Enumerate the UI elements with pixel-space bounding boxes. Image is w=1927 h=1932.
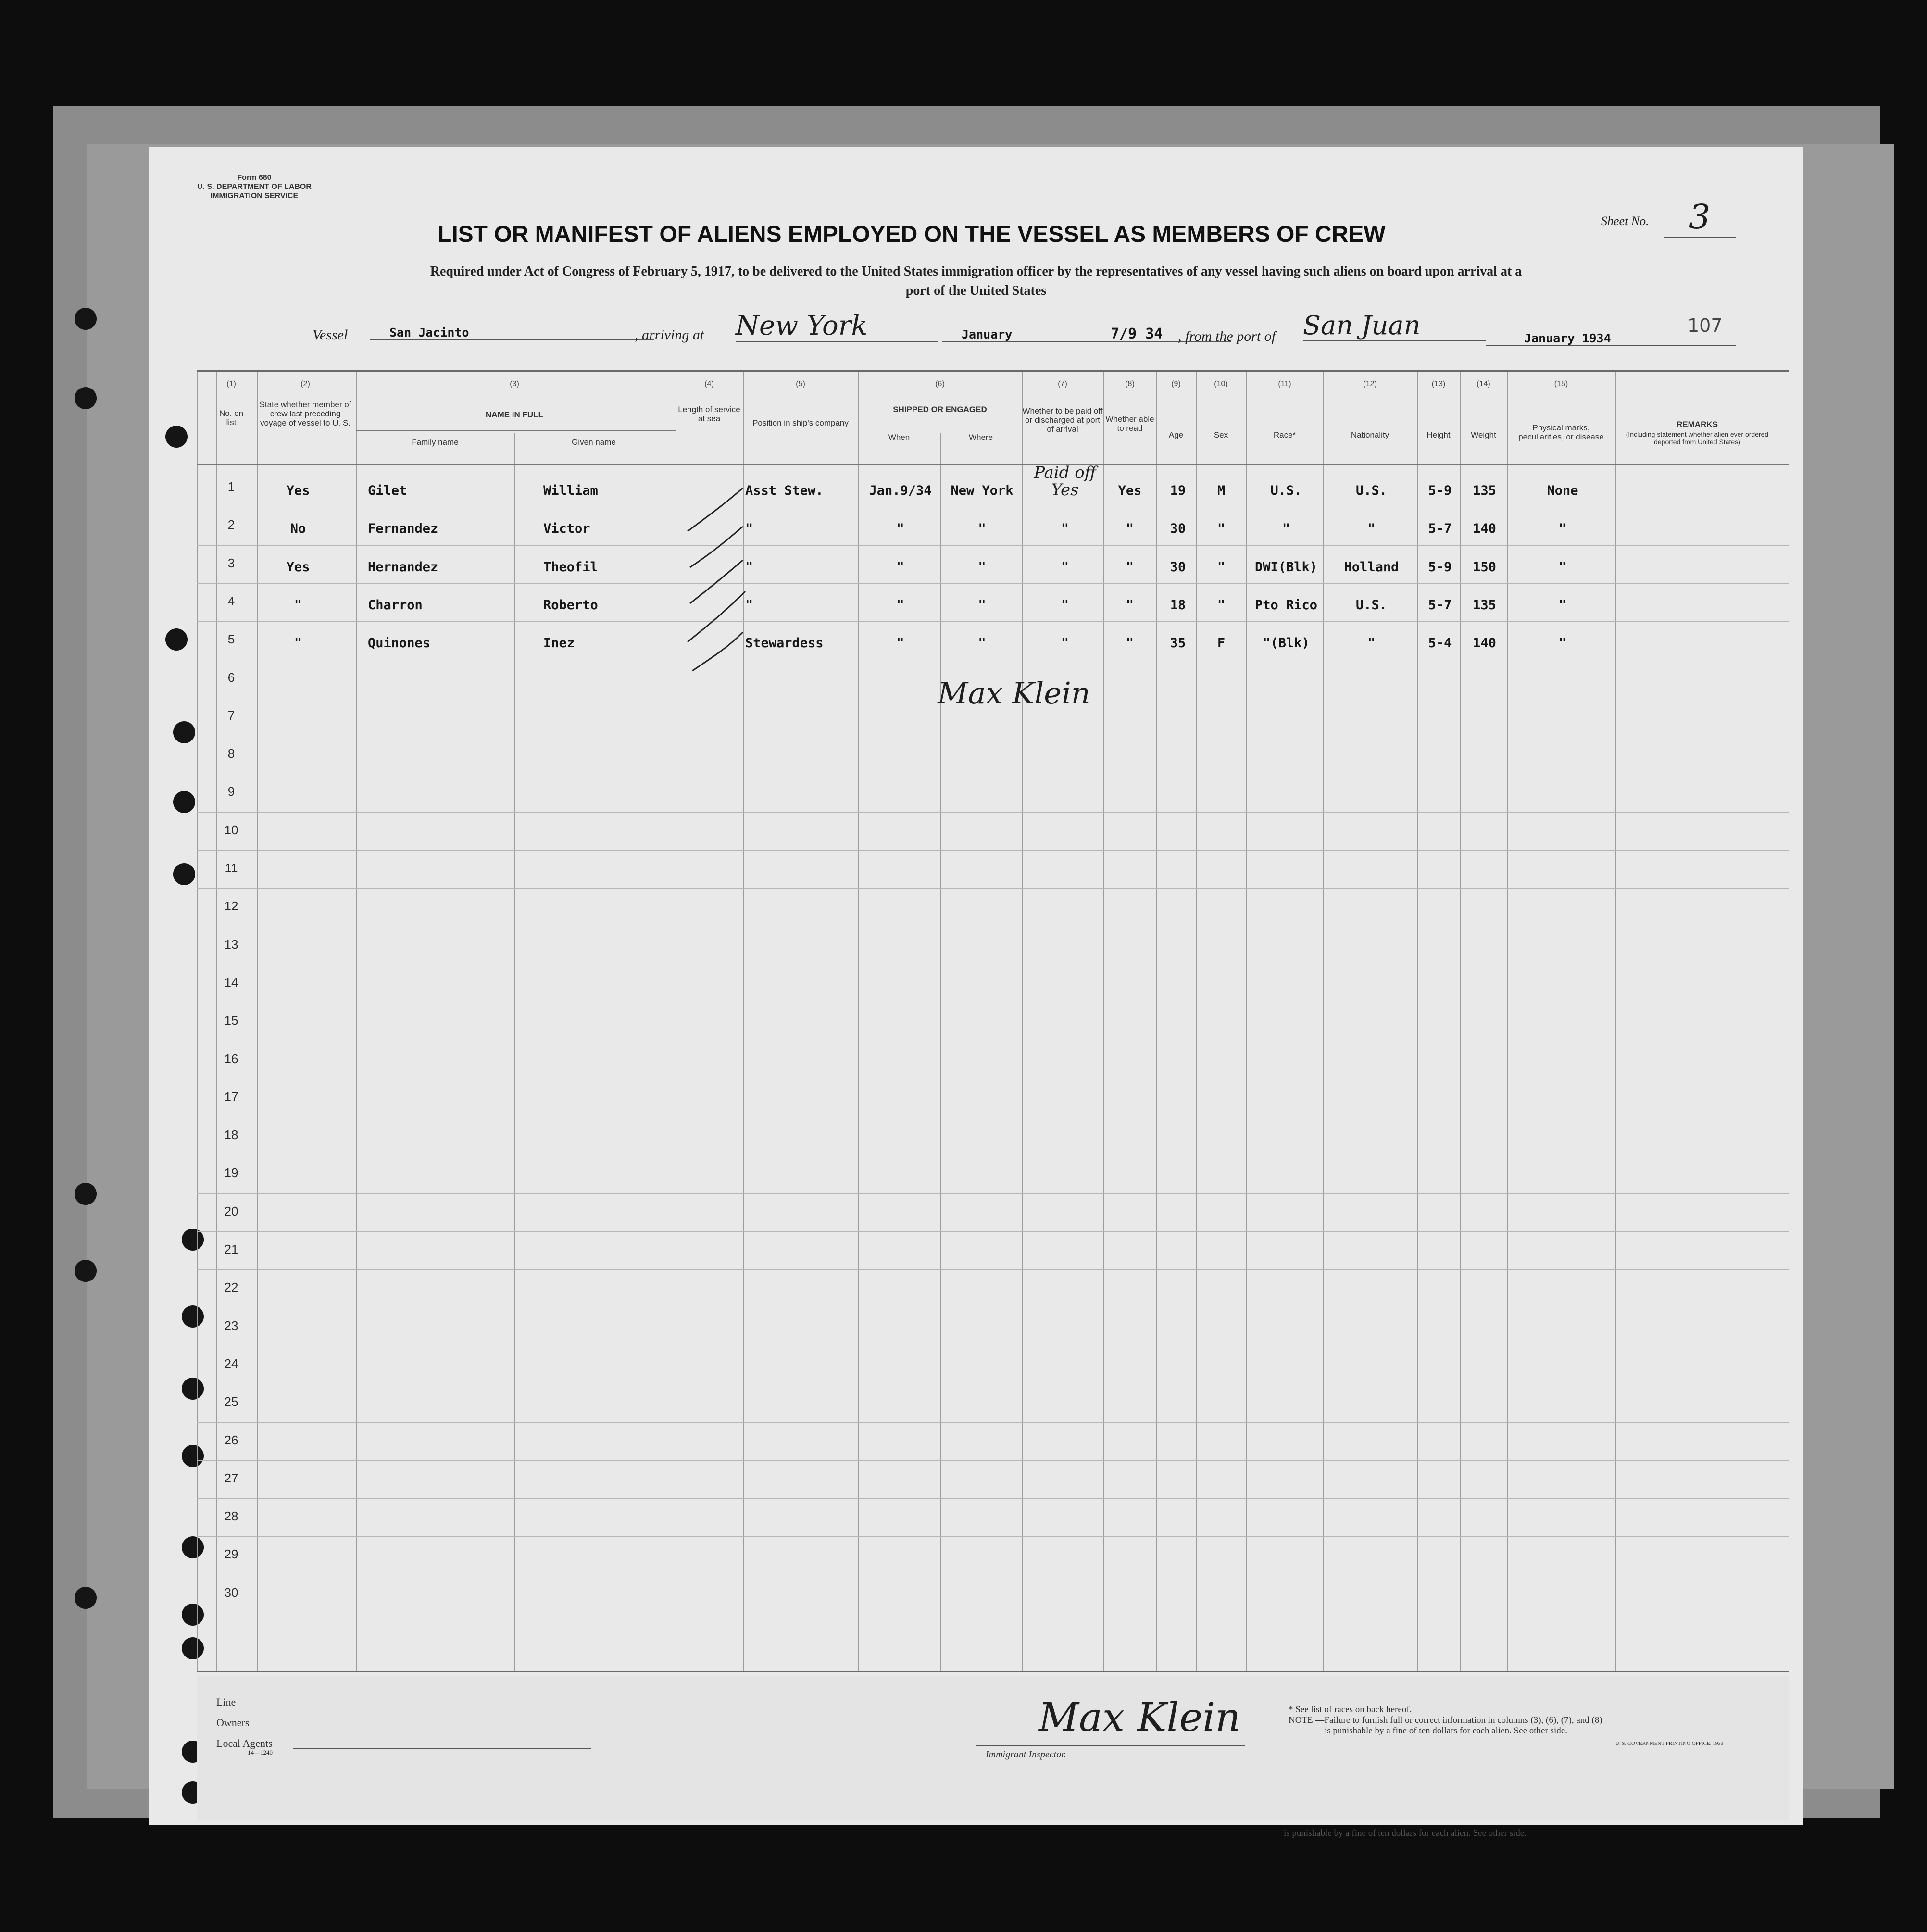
shipped-where-cell: " [978,559,986,575]
given-name-cell: William [543,483,598,498]
age-cell: 30 [1170,521,1186,537]
race-cell: " [1282,521,1290,537]
grid-column-rule [514,433,515,1671]
col-5-number: (5) [796,380,805,388]
row-number: 25 [224,1394,238,1409]
printer-imprint: U. S. GOVERNMENT PRINTING OFFICE: 1933 [1615,1741,1724,1746]
col-3-family-header: Family name [412,438,459,447]
inspector-signature: Max Klein [1039,1695,1241,1741]
service-checkmarks [678,478,755,834]
grid-row-rule [197,850,1789,851]
sex-cell: " [1217,597,1226,613]
vessel-name: San Jacinto [370,326,654,340]
punch-hole [173,791,195,813]
row-number: 7 [227,708,235,723]
sex-cell: F [1217,636,1226,651]
arrival-day-year: 7/9 34 [1111,326,1163,342]
col-10-number: (10) [1214,380,1228,388]
binder-hole [75,308,97,330]
stamp-number: 107 [1688,315,1723,336]
physical-marks-cell: " [1558,559,1567,575]
nationality-cell: " [1367,521,1376,537]
row-number: 6 [227,670,235,685]
race-cell: Pto Rico [1254,597,1318,613]
form-code: 14—1240 [248,1749,273,1756]
prev-voyage-cell: No [290,521,306,537]
grid-column-rule [257,372,258,1671]
col-3-header: NAME IN FULL [486,410,543,419]
nationality-cell: U.S. [1355,597,1388,613]
grid-column-rule [1507,372,1508,1671]
col-8-number: (8) [1125,380,1135,388]
physical-marks-cell: " [1558,636,1567,651]
given-name-cell: Victor [543,521,590,537]
grid-row-rule [197,1269,1789,1270]
row-number: 30 [224,1585,238,1600]
paid-off-cell: " [1061,559,1069,575]
grid-column-rule [1022,372,1023,1671]
row-number: 15 [224,1013,238,1028]
grid-row-rule [197,583,1789,584]
grid-row-rule [197,1231,1789,1232]
paid-off-cell: " [1061,597,1069,613]
row-number: 10 [224,822,238,837]
row-number: 27 [224,1470,238,1485]
grid-column-rule [1246,372,1247,1671]
row-number: 13 [224,937,238,952]
remarks-subheader: (Including statement whether alien ever ordered deported from United States) [1626,430,1769,446]
col-3-number: (3) [510,380,519,388]
able-to-read-cell: Yes [1118,483,1142,498]
checkmark [688,488,743,531]
col-7-header: Whether to be paid off or discharged at port of arrival [1022,406,1103,434]
grid-column-rule [356,372,357,1671]
shipped-where-cell: " [978,636,986,651]
owners-label: Owners [216,1717,250,1729]
from-label: , from the port of [1178,328,1276,344]
grid-column-rule [1323,372,1324,1671]
height-cell: 5-7 [1428,521,1452,537]
service-name: IMMIGRATION SERVICE [210,192,299,200]
races-note: * See list of races on back hereof. [1289,1705,1412,1715]
row-number: 12 [224,899,238,914]
shipped-where-cell: " [978,597,986,613]
shipped-when-cell: " [896,636,904,651]
sex-cell: M [1217,483,1226,498]
col-6-where-header: Where [968,433,993,442]
physical-marks-cell: " [1558,521,1567,537]
height-cell: 5-9 [1428,559,1452,575]
grid-row-rule [197,545,1789,546]
col-14-number: (14) [1477,380,1490,388]
col-10-header: Sex [1214,430,1228,439]
family-name-cell: Hernandez [368,559,438,575]
punch-hole [173,863,195,885]
grid-column-rule [1417,372,1418,1671]
col-7-number: (7) [1058,380,1067,388]
row-number: 24 [224,1356,238,1371]
given-name-cell: Inez [543,636,575,651]
weight-cell: 135 [1473,597,1496,613]
footer-panel [197,1676,1789,1820]
col-2-number: (2) [300,380,310,388]
header-bottom-rule [197,464,1789,465]
subtitle-line-2: port of the United States [905,283,1047,298]
shipped-when-cell: " [896,597,904,613]
shipped-when-cell: " [896,559,904,575]
subtitle-line-1: Required under Act of Congress of February 5, 1917, to be delivered to the United States immigration officer by the representatives of any vessel having such aliens on board upon arrival at a [430,264,1522,279]
col-2-header: State whether member of crew last preceding voyage of vessel to U. S. [259,400,351,427]
row-number: 21 [224,1242,238,1256]
grid-column-rule [1103,372,1104,1671]
row-number: 23 [224,1318,238,1333]
arriving-port: New York [736,310,938,342]
col-1-number: (1) [226,380,236,388]
row-number: 19 [224,1166,238,1180]
remarks-header: REMARKS [1677,420,1718,429]
weight-cell: 140 [1473,521,1496,537]
col-13-number: (13) [1431,380,1446,388]
col-5-header: Position in ship's company [752,418,849,427]
row-number: 9 [227,784,235,799]
shipped-when-cell: Jan.9/34 [869,483,932,498]
col-6-when-header: When [888,433,910,442]
grid-column-rule [858,372,859,1671]
height-cell: 5-7 [1428,597,1452,613]
checkmark [690,527,743,567]
grid-column-rule [1460,372,1461,1671]
punch-hole [173,721,195,743]
manifest-sheet [149,147,1803,1825]
form-number: Form 680 [237,174,272,182]
form-identifier [197,173,312,201]
physical-marks-cell: " [1558,597,1567,613]
race-cell: "(Blk) [1263,636,1310,651]
punch-hole [182,1445,204,1467]
inspector-line [976,1745,1245,1746]
sex-cell: " [1217,521,1226,537]
grid-row-rule [197,888,1789,889]
vessel-label: Vessel [313,327,348,343]
departure-date: January 1934 [1486,331,1736,346]
agents-field [293,1748,591,1749]
position-cell: Stewardess [745,636,824,651]
row-number: 29 [224,1547,238,1562]
row-number: 8 [227,746,235,761]
age-cell: 19 [1170,483,1186,498]
agents-label: Local Agents [216,1737,273,1749]
shipped-where-cell: New York [951,483,1014,498]
position-cell: Asst Stew. [745,483,824,498]
height-cell: 5-9 [1428,483,1452,498]
sheet-number: 3 [1664,197,1736,238]
col-4-header: Length of service at sea [678,405,740,423]
col-12-number: (12) [1363,380,1377,388]
grid-row-rule [197,1193,1789,1194]
punch-hole [182,1604,204,1626]
row-number: 2 [227,517,235,532]
grid-row-rule [197,621,1789,622]
shipped-where-cell: " [978,521,986,537]
grid-column-rule [940,433,941,1671]
checkmark [690,560,743,603]
line-label: Line [216,1696,236,1708]
row-number: 3 [227,555,235,570]
col-4-number: (4) [704,380,714,388]
punch-hole [165,628,188,651]
grid-row-rule [197,1536,1789,1537]
age-cell: 30 [1170,559,1186,575]
row-number: 18 [224,1128,238,1142]
col-11-header: Race* [1273,430,1296,439]
header-subdivider [356,430,676,431]
col-13-header: Height [1426,430,1451,439]
row-number: 16 [224,1051,238,1066]
position-cell: " [745,521,753,537]
col-14-header: Weight [1471,430,1496,439]
paid-off-cell: " [1061,521,1069,537]
row-number: 22 [224,1280,238,1295]
punch-hole [182,1378,204,1400]
able-to-read-cell: " [1126,559,1134,575]
sex-cell: " [1217,559,1226,575]
col-12-header: Nationality [1351,430,1389,439]
col-8-header: Whether able to read [1105,414,1154,433]
given-name-cell: Theofil [543,559,598,575]
prev-voyage-cell: " [294,597,302,613]
race-cell: DWI(Blk) [1254,559,1318,575]
prev-voyage-cell: " [294,636,302,651]
prev-voyage-cell: Yes [286,483,310,498]
penalty-note-line-1: NOTE.—Failure to furnish full or correct information in columns (3), (6), (7), and (8) [1289,1715,1602,1725]
table-signature: Max Klein [938,676,1090,711]
sheet-label: Sheet No. [1601,214,1649,228]
row-number: 20 [224,1204,238,1218]
col-6-number: (6) [935,380,945,388]
able-to-read-cell: " [1126,597,1134,613]
col-11-number: (11) [1278,380,1291,388]
table-top-border [197,370,1789,372]
penalty-note-line-2: is punishable by a fine of ten dollars for each alien. See other side. [1325,1726,1567,1736]
weight-cell: 135 [1473,483,1496,498]
row-number: 5 [227,632,235,647]
able-to-read-cell: " [1126,636,1134,651]
checkmark [692,632,743,671]
nationality-cell: " [1367,636,1376,651]
col-6-header: SHIPPED OR ENGAGED [893,405,987,414]
height-cell: 5-4 [1428,636,1452,651]
punch-hole [165,426,188,448]
family-name-cell: Fernandez [368,521,438,537]
position-cell: " [745,597,753,613]
able-to-read-cell: " [1126,521,1134,537]
row-number: 26 [224,1432,238,1447]
table-bottom-border [197,1671,1789,1672]
given-name-cell: Roberto [543,597,598,613]
row-number: 17 [224,1089,238,1104]
punch-hole [182,1637,204,1659]
family-name-cell: Charron [368,597,423,613]
col-3-given-header: Given name [572,438,616,447]
col-1-header: No. on list [219,409,244,427]
punch-hole [182,1536,204,1558]
row-number: 4 [227,593,235,608]
age-cell: 35 [1170,636,1186,651]
col-15-number: (15) [1554,380,1568,388]
arriving-label: , arriving at [635,327,704,343]
grid-row-rule [197,812,1789,813]
physical-marks-cell: None [1547,483,1578,498]
nationality-cell: Holland [1344,559,1399,575]
grid-row-rule [197,1498,1789,1499]
col-9-header: Age [1168,430,1184,439]
punch-hole [182,1305,204,1328]
grid-column-rule [1156,372,1157,1671]
age-cell: 18 [1170,597,1186,613]
row-number: 11 [225,861,238,875]
race-cell: U.S. [1270,483,1302,498]
paid-off-cell: Paid off Yes [1034,463,1096,500]
binder-hole [75,387,97,409]
arrival-month: January [942,327,1231,342]
page-title: LIST OR MANIFEST OF ALIENS EMPLOYED ON THE VESSEL AS MEMBERS OF CREW [438,222,1386,247]
grid-column-rule [197,372,198,1671]
weight-cell: 150 [1473,559,1496,575]
nationality-cell: U.S. [1355,483,1388,498]
department-name: U. S. DEPARTMENT OF LABOR [197,183,312,191]
grid-row-rule [197,1460,1789,1461]
inspector-label: Immigrant Inspector. [986,1749,1066,1760]
row-number: 1 [227,479,235,494]
under-sheet-text: is punishable by a fine of ten dollars for each alien. See other side. [1284,1828,1527,1838]
prev-voyage-cell: Yes [286,559,310,575]
binder-hole [75,1587,97,1609]
shipped-when-cell: " [896,521,904,537]
row-number: 14 [224,975,238,990]
grid-row-rule [197,1422,1789,1423]
family-name-cell: Gilet [368,483,407,498]
grid-column-rule [1615,372,1616,1671]
family-name-cell: Quinones [368,636,431,651]
binder-hole [75,1260,97,1282]
col-9-number: (9) [1171,380,1181,388]
grid-column-rule [1196,372,1197,1671]
paid-off-cell: " [1061,636,1069,651]
departure-port: San Juan [1303,310,1486,341]
row-number: 28 [224,1509,238,1524]
weight-cell: 140 [1473,636,1496,651]
binder-hole [75,1183,97,1205]
position-cell: " [745,559,753,575]
col-15-header: Physical marks, peculiarities, or disease [1518,423,1604,441]
page-subtitle [219,262,1733,301]
